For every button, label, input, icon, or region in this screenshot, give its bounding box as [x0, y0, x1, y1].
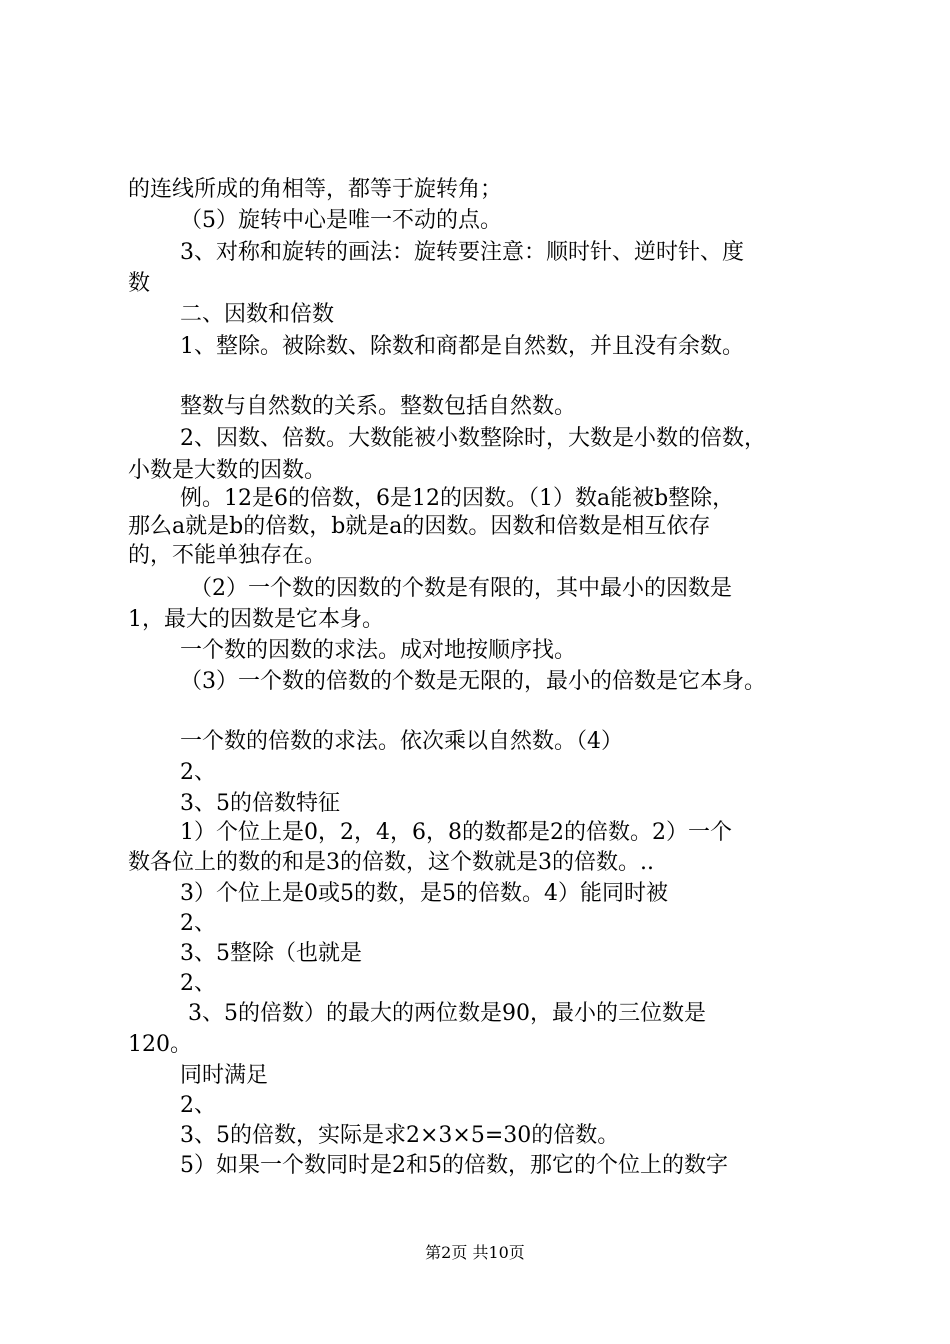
text-line: 1）个位上是0，2，4，6，8的数都是2的倍数。2）一个 — [180, 820, 732, 845]
text-line: 5）如果一个数同时是2和5的倍数，那它的个位上的数字 — [180, 1153, 728, 1178]
text-line: 一个数的倍数的求法。依次乘以自然数。（4） — [180, 729, 623, 754]
text-line: 数各位上的数的和是3的倍数，这个数就是3的倍数。.. — [128, 850, 654, 875]
text-line: 2、 — [180, 911, 216, 936]
text-line: 的连线所成的角相等，都等于旋转角； — [128, 177, 503, 202]
text-line: 的，不能单独存在。 — [128, 543, 327, 568]
text-line: 2、 — [180, 760, 216, 785]
text-line: 3）个位上是0或5的数，是5的倍数。4）能同时被 — [180, 881, 668, 906]
text-line: 小数是大数的因数。 — [128, 458, 327, 483]
text-line: 同时满足 — [180, 1063, 269, 1088]
text-line: 那么a就是b的倍数，b就是a的因数。因数和倍数是相互依存 — [128, 514, 711, 539]
text-line: 3、5的倍数）的最大的两位数是90，最小的三位数是 — [188, 1001, 706, 1026]
text-line: 例。12是6的倍数，6是12的因数。（1）数a能被b整除， — [180, 486, 735, 511]
text-line: 1、整除。被除数、除数和商都是自然数，并且没有余数。 — [180, 334, 744, 359]
text-line: 数 — [128, 271, 151, 296]
text-line: 2、因数、倍数。大数能被小数整除时，大数是小数的倍数， — [180, 426, 766, 451]
text-line: 120。 — [128, 1032, 192, 1057]
text-line: 一个数的因数的求法。成对地按顺序找。 — [180, 638, 577, 663]
section-heading: 二、因数和倍数 — [180, 302, 335, 327]
text-line: （3）一个数的倍数的个数是无限的，最小的倍数是它本身。 — [180, 669, 766, 694]
text-line: 1，最大的因数是它本身。 — [128, 607, 384, 632]
text-line: 3、对称和旋转的画法：旋转要注意：顺时针、逆时针、度 — [180, 240, 744, 265]
text-line: 3、5整除（也就是 — [180, 941, 362, 966]
text-line: （5）旋转中心是唯一不动的点。 — [180, 208, 502, 233]
text-line: 2、 — [180, 1093, 216, 1118]
text-line: 3、5的倍数特征 — [180, 791, 340, 816]
page-number-footer: 第2页 共10页 — [425, 1243, 525, 1262]
text-line: 3、5的倍数，实际是求2×3×5=30的倍数。 — [180, 1123, 620, 1148]
text-line: 2、 — [180, 971, 216, 996]
text-line: 整数与自然数的关系。整数包括自然数。 — [180, 394, 577, 419]
text-line: （2）一个数的因数的个数是有限的，其中最小的因数是 — [190, 576, 732, 601]
